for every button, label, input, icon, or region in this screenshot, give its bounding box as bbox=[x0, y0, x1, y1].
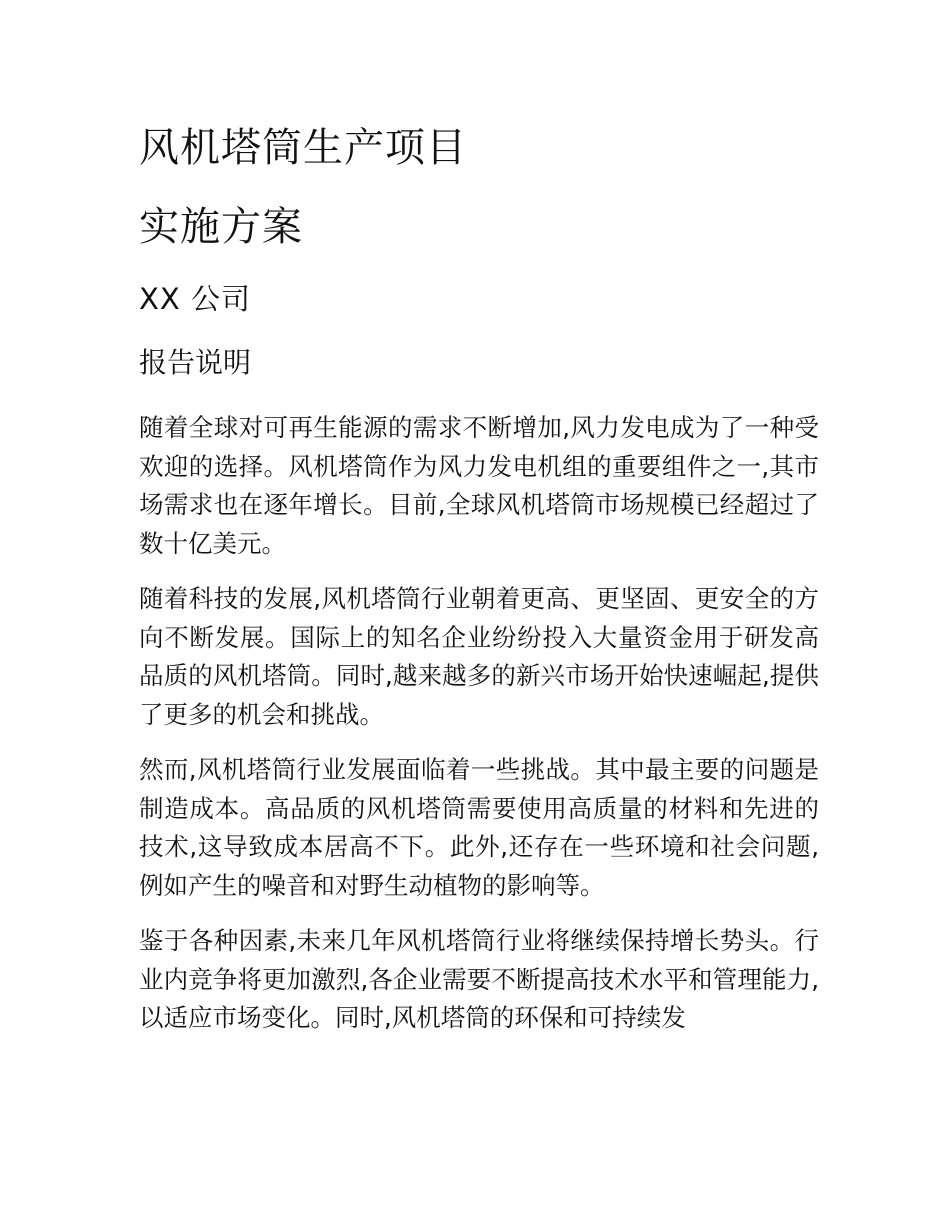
paragraph-2: 随着科技的发展,风机塔筒行业朝着更高、更坚固、更安全的方向不断发展。国际上的知名企业纷纷投入大量资金用于研发高品质的风机塔筒。同时,越来越多的新兴市场开始快速崛起,提供了更多的机会和挑战。 bbox=[139, 584, 819, 729]
paragraph-4: 鉴于各种因素,未来几年风机塔筒行业将继续保持增长势头。行业内竞争将更加激烈,各企业需要不断提高技术水平和管理能力,以适应市场变化。同时,风机塔筒的环保和可持续发 bbox=[139, 926, 819, 1032]
section-heading: 报告说明 bbox=[139, 346, 252, 379]
document-title-line1: 风机塔筒生产项目 bbox=[139, 125, 467, 171]
document-content bbox=[139, 118, 819, 1038]
paragraph-3: 然而,风机塔筒行业发展面临着一些挑战。其中最主要的问题是制造成本。高品质的风机塔筒需要使用高质量的材料和先进的技术,这导致成本居高不下。此外,还存在一些环境和社会问题,例如产生的噪音和对野生动植物的影响等。 bbox=[139, 755, 819, 900]
document-title-line2: 实施方案 bbox=[139, 204, 303, 250]
paragraph-1: 随着全球对可再生能源的需求不断增加,风力发电成为了一种受欢迎的选择。风机塔筒作为风力发电机组的重要组件之一,其市场需求也在逐年增长。目前,全球风机塔筒市场规模已经超过了数十亿美元。 bbox=[139, 413, 819, 558]
company-name: XX 公司 bbox=[139, 282, 251, 316]
